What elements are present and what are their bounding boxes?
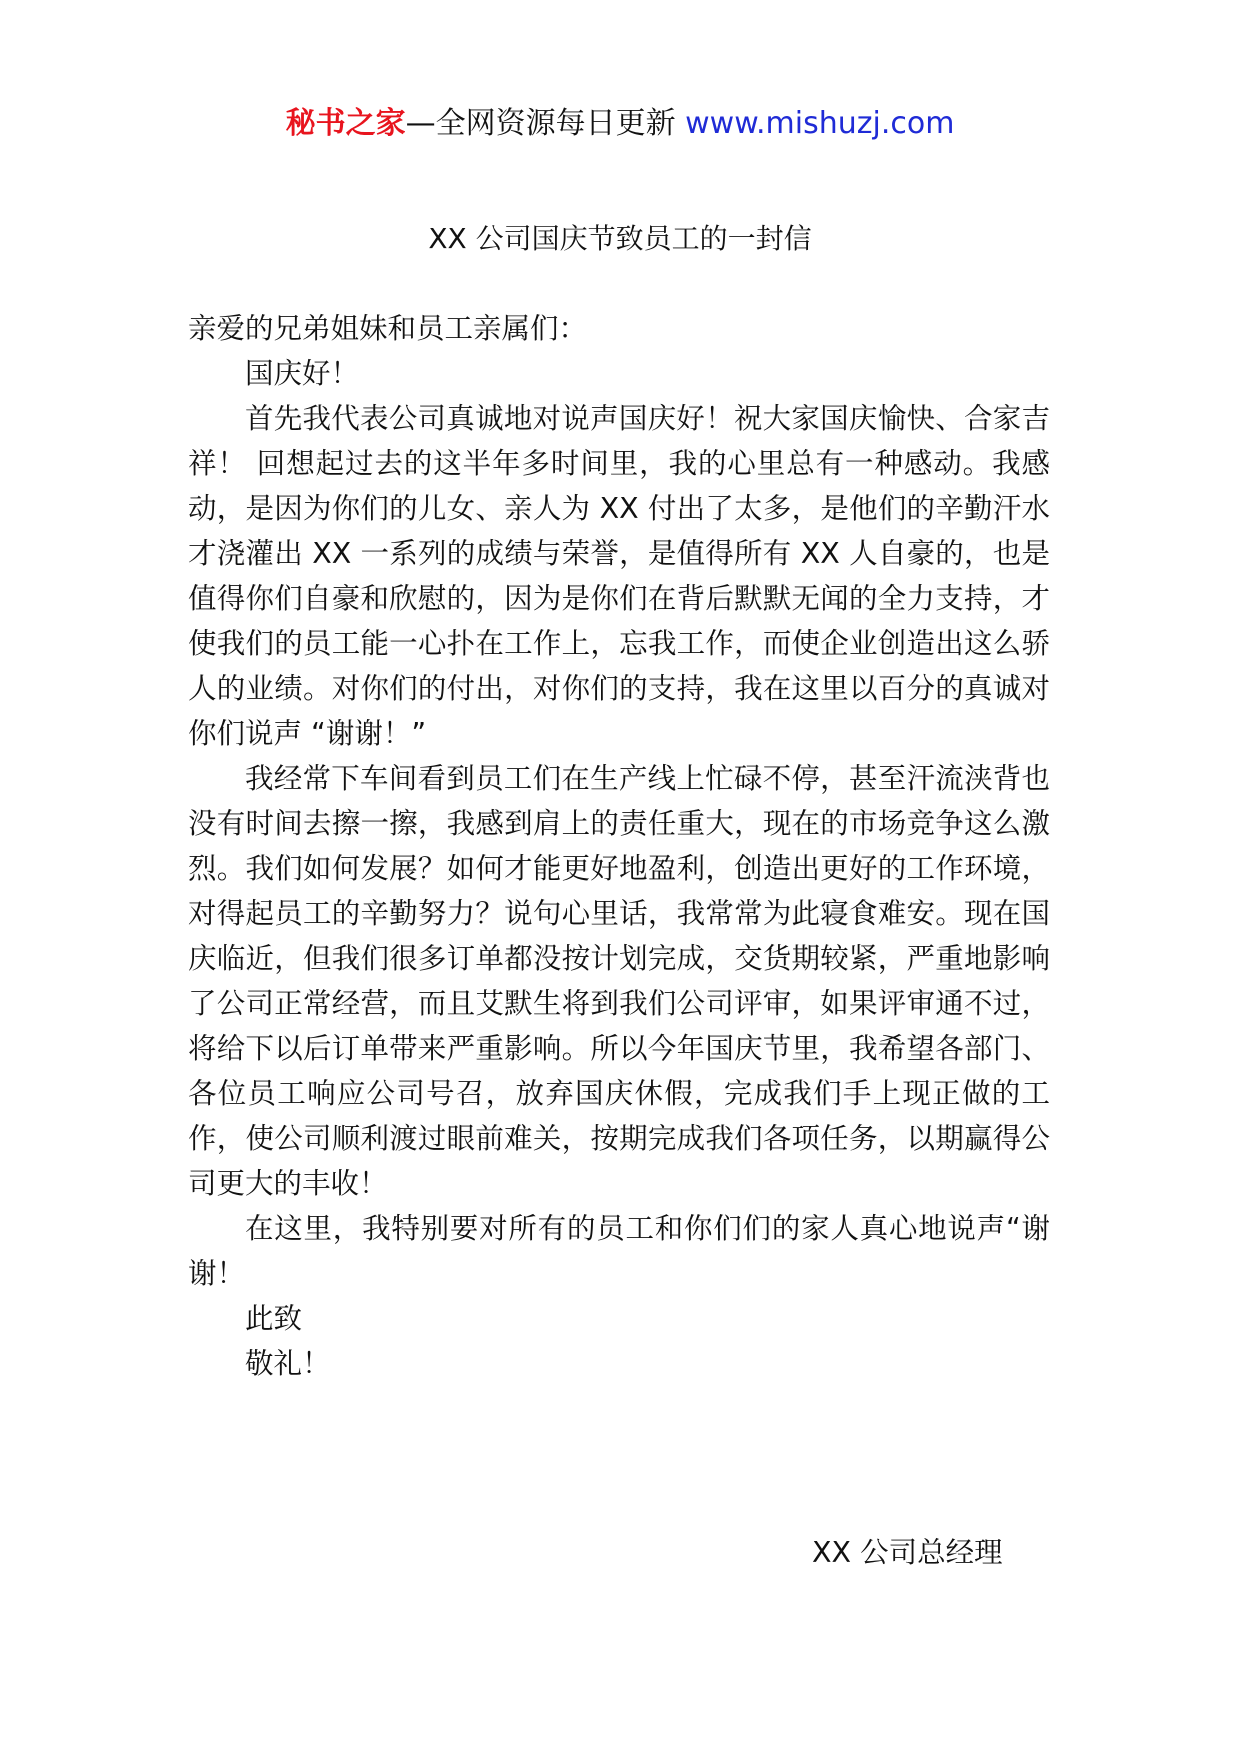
letter-title: XX 公司国庆节致员工的一封信	[428, 222, 812, 255]
site-url-link[interactable]: www.mishuzj.com	[685, 106, 955, 141]
greeting-paragraph: 国庆好！	[245, 357, 360, 390]
body-paragraph-2: 我经常下车间看到员工们在生产线上忙碌不停，甚至汗流浃背也没有时间去擦一擦，我感到肩上的责任重大，现在的市场竞争这么激烈。我们如何发展？如何才能更好地盈利，创造出更好的工作环境，对得起员工的辛勤努力？说句心里话，我常常为此寝食难安。现在国庆临近，但我们很多订单都没按计划完成，交货期较紧，严重地影响了公司正常经营，而且艾默生将到我们公司评审，如果评审通不过，将给下以后订单带来严重影响。所以今年国庆节里，我希望各部门、各位员工响应公司号召，放弃国庆休假，完成我们手上现正做的工作，使公司顺利渡过眼前难关，按期完成我们各项任务，以期赢得公司更大的丰收！	[188, 762, 1050, 1200]
closing-phrase: 此致	[245, 1302, 303, 1335]
body-paragraph-3: 在这里，我特别要对所有的员工和你们们的家人真心地说声“谢谢！	[188, 1212, 1050, 1290]
site-header	[0, 100, 1240, 148]
body-paragraph-1: 首先我代表公司真诚地对说声国庆好！祝大家国庆愉快、合家吉祥！ 回想起过去的这半年多时间里，我的心里总有一种感动。我感动，是因为你们的儿女、亲人为 XX 付出了太多，是他们的辛勤汗水才浇灌出 XX 一系列的成绩与荣誉，是值得所有 XX 人自豪的，也是值得你们自豪和欣慰的，因为是你们在背后默默无闻的全力支持，才使我们的员工能一心扑在工作上，忘我工作，而使企业创造出这么骄人的业绩。对你们的付出，对你们的支持，我在这里以百分的真诚对你们说声 “谢谢！”	[188, 402, 1050, 750]
header-slogan: —全网资源每日更新	[405, 106, 686, 141]
letter-body	[188, 306, 1050, 1386]
brand-name: 秘书之家	[285, 106, 406, 141]
letter-signature: XX 公司总经理	[812, 1536, 1003, 1569]
closing-salute: 敬礼！	[245, 1347, 331, 1380]
letter-salutation: 亲爱的兄弟姐妹和员工亲属们：	[188, 312, 588, 345]
